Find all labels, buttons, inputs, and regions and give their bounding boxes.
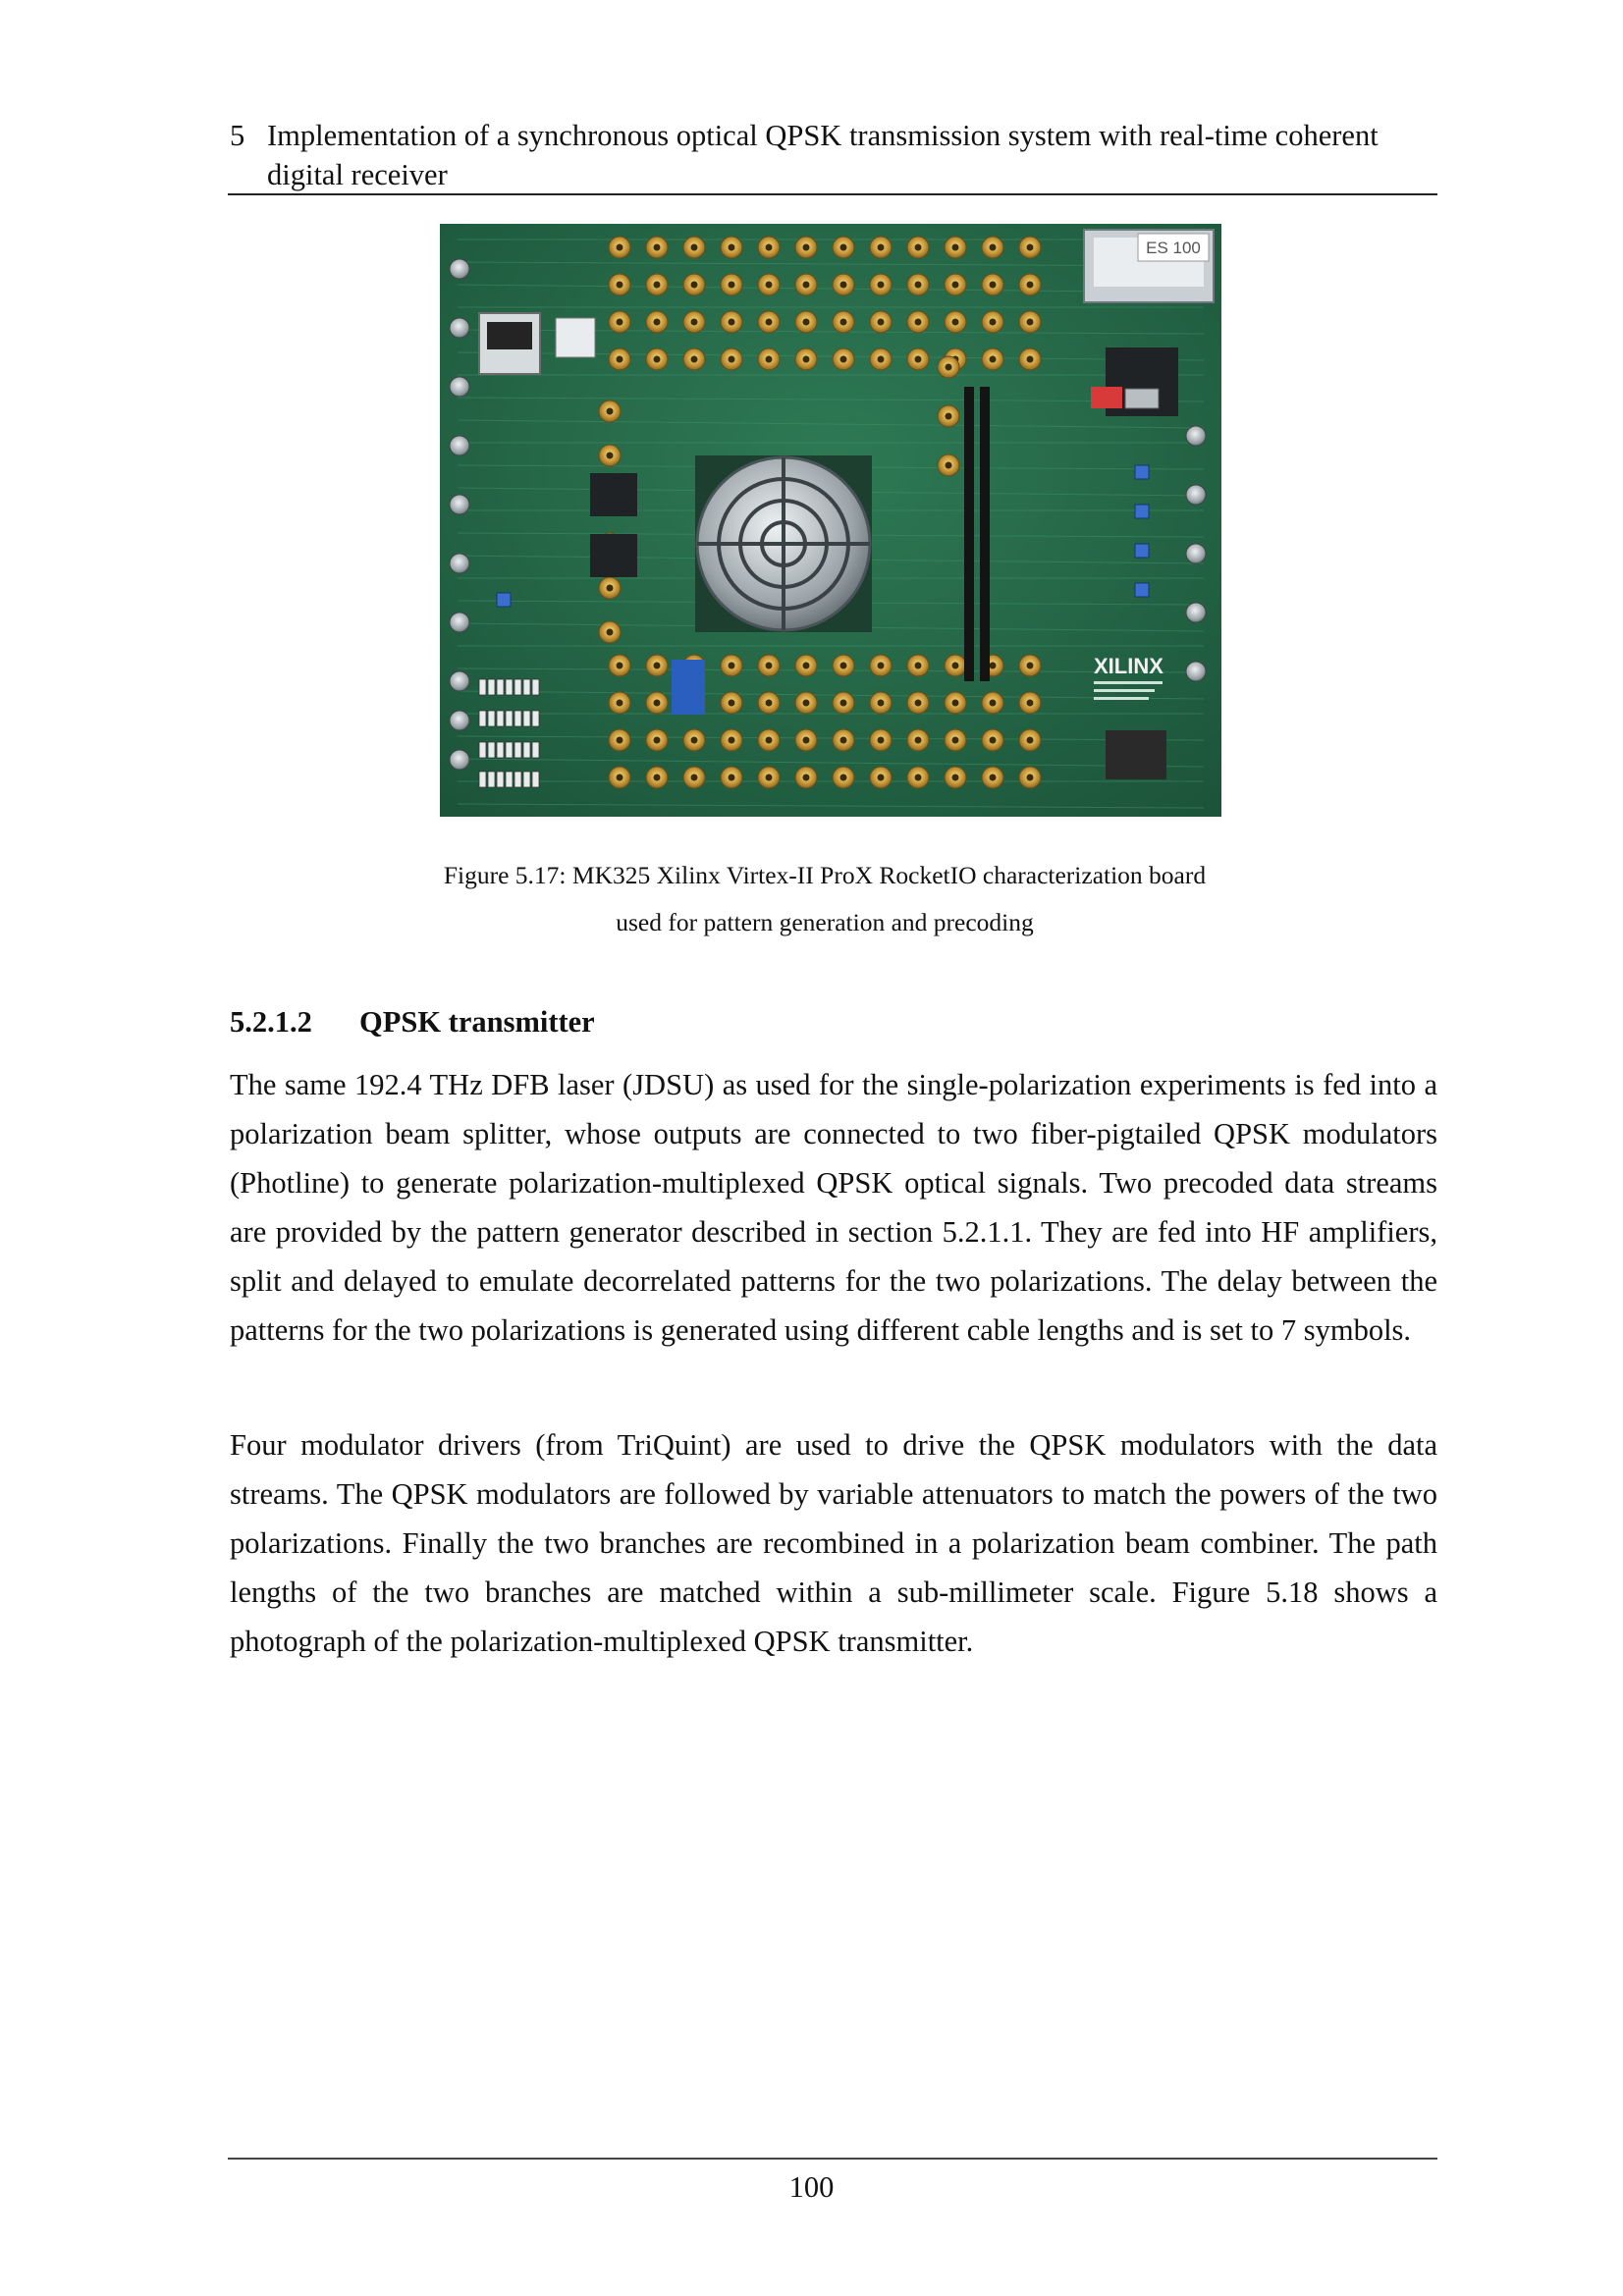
- edge-connector: [1186, 603, 1206, 622]
- dip-switch: [514, 742, 521, 758]
- sma-pin: [952, 282, 959, 289]
- page-number: 100: [788, 2170, 835, 2204]
- sma-pin: [1027, 282, 1034, 289]
- serial-connector: [1106, 730, 1166, 779]
- dip-switch: [506, 742, 513, 758]
- sma-pin: [803, 356, 810, 363]
- dip-switch: [479, 772, 486, 787]
- dip-switch: [479, 679, 486, 695]
- sma-pin: [729, 737, 735, 744]
- sma-pin: [766, 663, 773, 669]
- dip-switch: [514, 679, 521, 695]
- sma-pin: [654, 282, 661, 289]
- sma-pin: [691, 356, 698, 363]
- sma-pin: [878, 737, 885, 744]
- sma-pin: [915, 700, 922, 707]
- sma-pin: [878, 700, 885, 707]
- edge-connector: [1186, 544, 1206, 563]
- dip-switch: [488, 772, 495, 787]
- board-photo: [438, 220, 1223, 821]
- sma-pin: [1027, 356, 1034, 363]
- sma-pin: [915, 774, 922, 781]
- sma-pin: [878, 356, 885, 363]
- sma-pin: [654, 663, 661, 669]
- sma-pin: [990, 282, 997, 289]
- sma-pin: [1027, 774, 1034, 781]
- edge-connector: [450, 377, 469, 397]
- xilinx-logo: XILINX: [1094, 654, 1163, 678]
- edge-connector: [450, 259, 469, 279]
- sma-pin: [1027, 663, 1034, 669]
- blue-jumper: [672, 660, 705, 715]
- regulator-chip: [487, 322, 532, 349]
- dip-switch: [514, 711, 521, 726]
- edge-connector: [450, 671, 469, 691]
- dip-switch: [532, 772, 539, 787]
- sma-pin: [766, 282, 773, 289]
- sma-pin: [1027, 244, 1034, 251]
- dip-switch: [479, 711, 486, 726]
- sma-pin: [607, 585, 614, 592]
- trimmer: [497, 593, 511, 607]
- sma-pin: [617, 244, 623, 251]
- sma-pin: [840, 356, 847, 363]
- sma-pin: [840, 282, 847, 289]
- sma-pin: [952, 319, 959, 326]
- ic-chip-a: [590, 473, 637, 516]
- sma-pin: [990, 737, 997, 744]
- sma-pin: [766, 319, 773, 326]
- sma-pin: [691, 737, 698, 744]
- dip-switch: [514, 772, 521, 787]
- header-rule: [228, 193, 1437, 195]
- sma-pin: [654, 737, 661, 744]
- dip-switch: [488, 742, 495, 758]
- trimmer: [1135, 583, 1149, 597]
- chapter-title: Implementation of a synchronous optical QPSK transmission system with real-time coherent digital receiver: [267, 119, 1379, 191]
- edge-connector: [450, 750, 469, 770]
- edge-connector: [1186, 426, 1206, 446]
- sma-pin: [840, 663, 847, 669]
- sma-pin: [766, 244, 773, 251]
- sma-pin: [691, 774, 698, 781]
- trimmer: [1135, 505, 1149, 518]
- sma-pin: [952, 737, 959, 744]
- header-strip-b: [980, 387, 990, 681]
- footer-rule: [228, 2158, 1437, 2160]
- sma-pin: [617, 700, 623, 707]
- sma-pin: [607, 453, 614, 459]
- section-title: QPSK transmitter: [359, 1005, 595, 1039]
- sma-pin: [840, 774, 847, 781]
- sma-pin: [654, 319, 661, 326]
- sma-pin: [803, 319, 810, 326]
- dip-switch: [532, 679, 539, 695]
- usb-connector: [1125, 389, 1159, 408]
- dip-switch: [506, 711, 513, 726]
- sma-pin: [915, 356, 922, 363]
- dip-switch: [497, 742, 504, 758]
- sma-pin: [990, 356, 997, 363]
- sma-pin: [915, 737, 922, 744]
- figure-board-photo: [438, 220, 1223, 821]
- section-number: 5.2.1.2: [230, 1005, 312, 1039]
- sma-pin: [654, 700, 661, 707]
- edge-connector: [450, 613, 469, 632]
- dip-switch: [523, 711, 530, 726]
- sma-pin: [990, 700, 997, 707]
- sma-pin: [766, 356, 773, 363]
- sma-pin: [617, 356, 623, 363]
- sma-pin: [946, 364, 952, 371]
- dip-switch: [497, 679, 504, 695]
- edge-connector: [450, 318, 469, 338]
- edge-connector: [1186, 485, 1206, 505]
- dip-switch: [506, 679, 513, 695]
- sma-pin: [691, 244, 698, 251]
- sma-pin: [952, 244, 959, 251]
- sma-pin: [617, 737, 623, 744]
- sma-pin: [729, 282, 735, 289]
- dip-switch: [532, 742, 539, 758]
- sma-pin: [729, 244, 735, 251]
- sma-pin: [915, 663, 922, 669]
- sma-pin: [840, 244, 847, 251]
- sma-pin: [729, 774, 735, 781]
- sma-pin: [729, 700, 735, 707]
- chapter-number: 5: [230, 119, 245, 152]
- sma-pin: [803, 774, 810, 781]
- sma-pin: [607, 629, 614, 636]
- sma-pin: [617, 663, 623, 669]
- sma-pin: [946, 413, 952, 420]
- sma-pin: [952, 700, 959, 707]
- sma-pin: [803, 663, 810, 669]
- sma-pin: [654, 244, 661, 251]
- sma-pin: [766, 700, 773, 707]
- sma-pin: [803, 282, 810, 289]
- ic-chip-b: [590, 534, 637, 577]
- trimmer: [1135, 465, 1149, 479]
- dip-switch: [506, 772, 513, 787]
- power-module: [556, 318, 595, 357]
- sma-pin: [990, 663, 997, 669]
- sma-pin: [952, 663, 959, 669]
- silkscreen-line-c: [1094, 697, 1149, 700]
- sma-pin: [607, 408, 614, 415]
- dip-switch: [497, 711, 504, 726]
- dip-switch: [532, 711, 539, 726]
- sma-pin: [729, 356, 735, 363]
- header-strip-a: [964, 387, 974, 681]
- sma-pin: [803, 244, 810, 251]
- sma-pin: [878, 282, 885, 289]
- sma-pin: [878, 774, 885, 781]
- sma-pin: [691, 319, 698, 326]
- sma-pin: [617, 774, 623, 781]
- red-switch: [1091, 387, 1122, 408]
- sma-pin: [915, 319, 922, 326]
- trimmer: [1135, 544, 1149, 558]
- dip-switch: [523, 772, 530, 787]
- silkscreen-line-b: [1094, 689, 1155, 692]
- dip-switch: [479, 742, 486, 758]
- sma-pin: [766, 774, 773, 781]
- sma-pin: [990, 774, 997, 781]
- sma-pin: [840, 737, 847, 744]
- edge-connector: [450, 711, 469, 730]
- dip-switch: [497, 772, 504, 787]
- paragraph: Four modulator drivers (from TriQuint) are used to drive the QPSK modulators with the data streams. The QPSK modulators are followed by variable attenuators to match the powers of the two polarizations. Finally the two branches are recombined in a polarization beam combiner. The path lengths of the two branches are matched within a sub-millimeter scale. Figure 5.18 shows a photograph of the polarization-multiplexed QPSK transmitter.: [230, 1428, 1437, 1658]
- sma-pin: [691, 282, 698, 289]
- sma-pin: [766, 737, 773, 744]
- sma-pin: [990, 244, 997, 251]
- section-heading: [230, 1002, 595, 1041]
- sma-pin: [617, 319, 623, 326]
- dip-switch: [523, 742, 530, 758]
- figure-caption-line1: Figure 5.17: MK325 Xilinx Virtex-II ProX RocketIO characterization board: [443, 861, 1207, 889]
- sma-pin: [878, 319, 885, 326]
- dip-switch: [488, 679, 495, 695]
- edge-connector: [450, 554, 469, 573]
- sma-pin: [1027, 737, 1034, 744]
- sma-pin: [654, 356, 661, 363]
- silkscreen-line-a: [1094, 681, 1163, 684]
- paragraph: The same 192.4 THz DFB laser (JDSU) as used for the single-polarization experiments is fed into a polarization beam splitter, whose outputs are connected to two fiber-pigtailed QPSK modulators (Photline) to generate polarization-multiplexed QPSK optical signals. Two precoded data streams are provided by the pattern generator described in section 5.2.1.1. They are fed into HF amplifiers, split and delayed to emulate decorrelated patterns for the two polarizations. The delay between the patterns for the two polarizations is generated using different cable lengths and is set to 7 symbols.: [230, 1068, 1437, 1347]
- sma-pin: [952, 774, 959, 781]
- edge-connector: [450, 495, 469, 514]
- sma-pin: [654, 774, 661, 781]
- sma-pin: [1027, 700, 1034, 707]
- sma-pin: [803, 737, 810, 744]
- sma-pin: [617, 282, 623, 289]
- sma-pin: [840, 700, 847, 707]
- sma-pin: [878, 663, 885, 669]
- board-label: ES 100: [1146, 239, 1201, 257]
- sma-pin: [803, 700, 810, 707]
- sma-pin: [729, 663, 735, 669]
- dip-switch: [523, 679, 530, 695]
- sma-pin: [946, 462, 952, 469]
- sma-pin: [915, 282, 922, 289]
- figure-caption-line2: used for pattern generation and precoding: [616, 908, 1034, 936]
- edge-connector: [450, 436, 469, 455]
- sma-pin: [729, 319, 735, 326]
- sma-pin: [878, 244, 885, 251]
- edge-connector: [1186, 662, 1206, 681]
- sma-pin: [915, 244, 922, 251]
- sma-pin: [840, 319, 847, 326]
- sma-pin: [1027, 319, 1034, 326]
- sma-pin: [990, 319, 997, 326]
- dip-switch: [488, 711, 495, 726]
